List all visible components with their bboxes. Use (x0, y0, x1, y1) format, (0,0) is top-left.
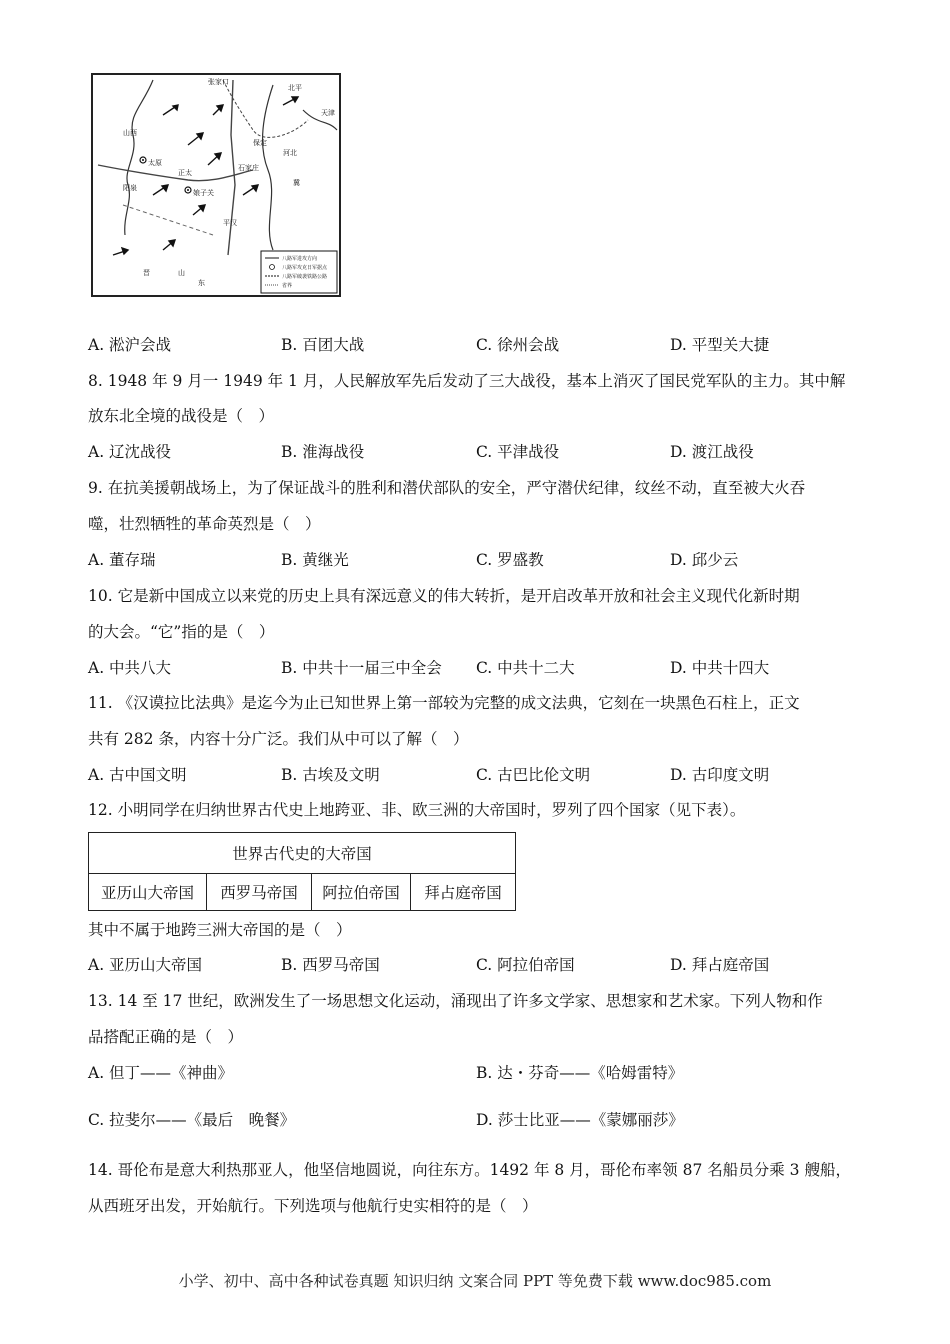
legend-entry: 省界 (282, 283, 293, 289)
q8-stem-line2: 放东北全境的战役是（ ） (88, 407, 275, 425)
q9-option-c[interactable]: C. 罗盛教 (476, 551, 544, 569)
q9-option-b[interactable]: B. 黄继光 (281, 551, 349, 569)
q12-option-a[interactable]: A. 亚历山大帝国 (88, 956, 203, 974)
q9-stem-line2: 噬，壮烈牺牲的革命英烈是（ ） (88, 515, 321, 533)
map-label: 平汉 (223, 219, 237, 227)
map-label: 太原 (148, 159, 162, 167)
q12-stem-line2: 其中不属于地跨三洲大帝国的是（ ） (88, 921, 352, 939)
q12-option-c[interactable]: C. 阿拉伯帝国 (476, 956, 575, 974)
map-label: 山 (178, 269, 185, 277)
q13-option-c[interactable]: C. 拉斐尔——《最后 晚餐》 (88, 1111, 296, 1129)
map-figure (91, 73, 341, 297)
q7-option-b[interactable]: B. 百团大战 (281, 336, 365, 354)
q11-option-d[interactable]: D. 古印度文明 (670, 766, 770, 784)
q11-option-a[interactable]: A. 古中国文明 (88, 766, 187, 784)
table-cell: 拜占庭帝国 (411, 874, 516, 911)
q10-option-a[interactable]: A. 中共八大 (88, 659, 172, 677)
q10-option-d[interactable]: D. 中共十四大 (670, 659, 770, 677)
q13-stem-line2: 品搭配正确的是（ ） (88, 1028, 244, 1046)
q7-option-d[interactable]: D. 平型关大捷 (670, 336, 770, 354)
map-label: 东 (198, 279, 205, 287)
legend-entry: 八路军破袭铁路公路 (282, 274, 328, 280)
q11-option-c[interactable]: C. 古巴比伦文明 (476, 766, 591, 784)
q13-stem-line1: 13. 14 至 17 世纪，欧洲发生了一场思想文化运动，涌现出了许多文学家、思想家和艺术家。下列人物和作 (88, 992, 823, 1010)
q14-stem-line2: 从西班牙出发，开始航行。下列选项与他航行史实相符的是（ ） (88, 1197, 538, 1215)
table-title: 世界古代史的大帝国 (89, 833, 516, 874)
q13-option-a[interactable]: A. 但丁——《神曲》 (88, 1064, 234, 1082)
q12-stem-line1: 12. 小明同学在归纳世界古代史上地跨亚、非、欧三洲的大帝国时，罗列了四个国家（见下表）。 (88, 801, 746, 819)
q9-stem-line1: 9. 在抗美援朝战场上，为了保证战斗的胜利和潜伏部队的安全，严守潜伏纪律，纹丝不动，直至被大火吞 (88, 479, 806, 497)
q9-option-a[interactable]: A. 董存瑞 (88, 551, 156, 569)
map-label: 冀 (293, 179, 300, 187)
map-label: 正太 (178, 169, 192, 177)
q11-stem-line2: 共有 282 条，内容十分广泛。我们从中可以了解（ ） (88, 730, 469, 748)
q7-option-c[interactable]: C. 徐州会战 (476, 336, 560, 354)
q8-stem-line1: 8. 1948 年 9 月一 1949 年 1 月，人民解放军先后发动了三大战役，基本上消灭了国民党军队的主力。其中解 (88, 372, 846, 390)
q7-option-a[interactable]: A. 淞沪会战 (88, 336, 172, 354)
q10-option-c[interactable]: C. 中共十二大 (476, 659, 575, 677)
q8-option-d[interactable]: D. 渡江战役 (670, 443, 754, 461)
map-label: 保定 (253, 139, 267, 147)
battle-map (93, 75, 339, 295)
empires-table (88, 832, 516, 911)
legend-entry: 八路军进攻方向 (282, 256, 318, 262)
table-cell: 亚历山大帝国 (89, 874, 207, 911)
q11-stem-line1: 11. 《汉谟拉比法典》是迄今为止已知世界上第一部较为完整的成文法典，它刻在一块黑色石柱上，正文 (88, 694, 800, 712)
q8-option-c[interactable]: C. 平津战役 (476, 443, 560, 461)
map-label: 天津 (321, 109, 335, 117)
q8-option-b[interactable]: B. 淮海战役 (281, 443, 365, 461)
map-label: 山西 (123, 129, 137, 137)
map-label: 石家庄 (238, 164, 259, 172)
q9-option-d[interactable]: D. 邱少云 (670, 551, 739, 569)
map-label: 阳泉 (123, 184, 137, 192)
q13-option-b[interactable]: B. 达・芬奇——《哈姆雷特》 (476, 1064, 684, 1082)
q11-option-b[interactable]: B. 古埃及文明 (281, 766, 380, 784)
q10-option-b[interactable]: B. 中共十一届三中全会 (281, 659, 442, 677)
map-label: 娘子关 (193, 189, 214, 197)
q8-option-a[interactable]: A. 辽沈战役 (88, 443, 172, 461)
map-label: 张家口 (208, 78, 229, 86)
q12-option-b[interactable]: B. 西罗马帝国 (281, 956, 380, 974)
map-label: 河北 (283, 149, 297, 157)
map-label: 北平 (288, 84, 302, 92)
q12-option-d[interactable]: D. 拜占庭帝国 (670, 956, 770, 974)
q10-stem-line2: 的大会。“它”指的是（ ） (88, 623, 275, 641)
table-cell: 阿拉伯帝国 (312, 874, 411, 911)
table-cell: 西罗马帝国 (207, 874, 312, 911)
page-footer: 小学、初中、高中各种试卷真题 知识归纳 文案合同 PPT 等免费下载 www.doc985.com (178, 1272, 772, 1290)
q13-option-d[interactable]: D. 莎士比亚——《蒙娜丽莎》 (476, 1111, 684, 1129)
map-label: 晋 (143, 269, 150, 277)
q14-stem-line1: 14. 哥伦布是意大利热那亚人，他坚信地圆说，向往东方。1492 年 8 月，哥伦布率领 87 名船员分乘 3 艘船， (88, 1161, 851, 1179)
legend-entry: 八路军攻克日军据点 (282, 265, 328, 271)
q10-stem-line1: 10. 它是新中国成立以来党的历史上具有深远意义的伟大转折，是开启改革开放和社会主义现代化新时期 (88, 587, 800, 605)
